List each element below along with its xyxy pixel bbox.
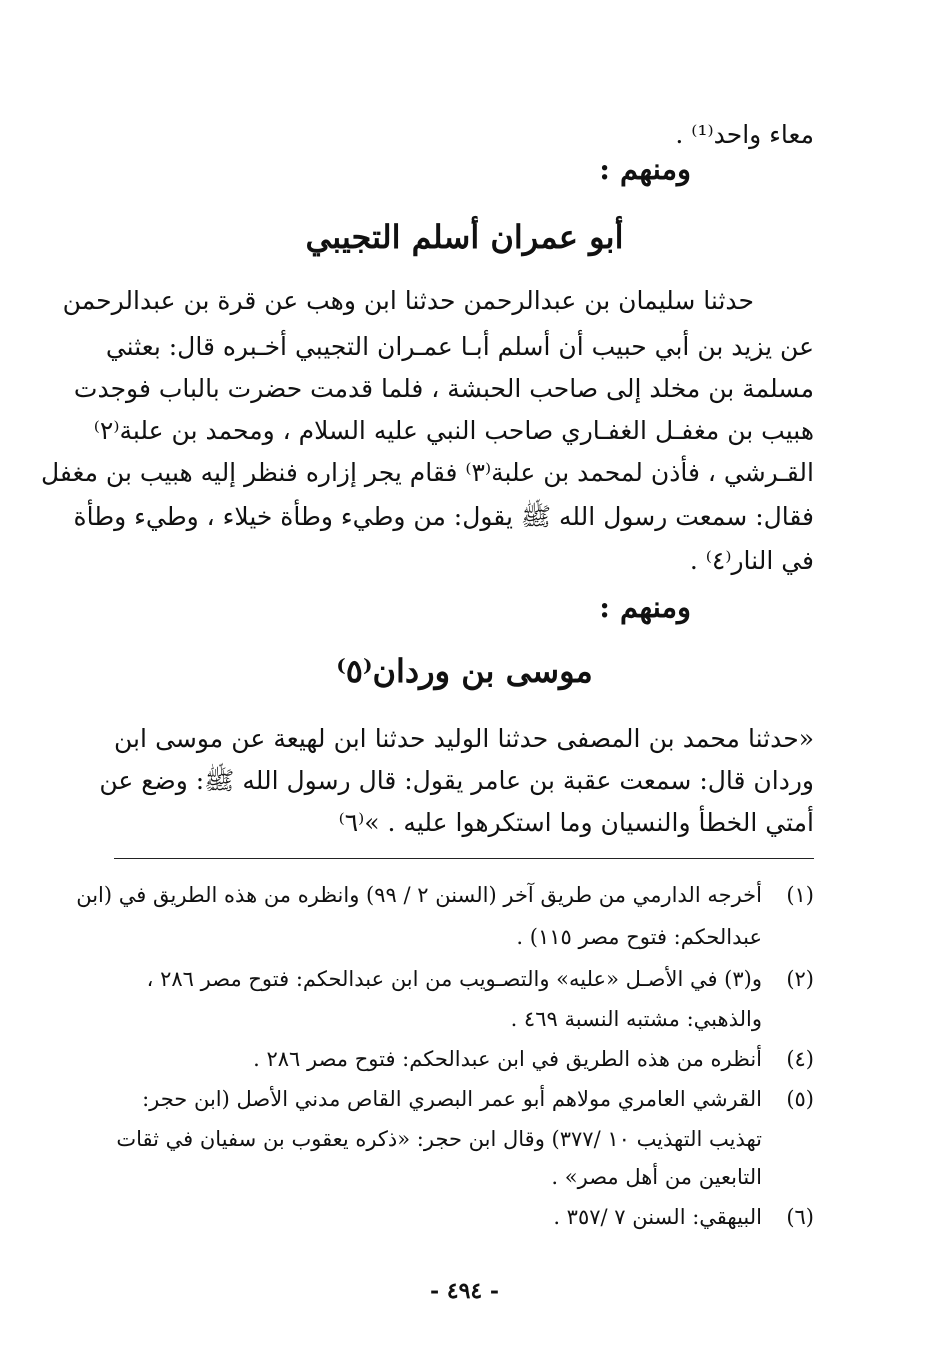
footnote-text: أنظره من هذه الطريق في ابن عبدالحكم: فتوح مصر ٢٨٦ . [253, 1047, 762, 1071]
footnote-text: و(٣) في الأصـل «عليه» والتصـويب من ابن عبدالحكم: فتوح مصر ٢٨٦ ، [146, 967, 762, 991]
footnote [114, 1084, 814, 1114]
section-label: ومنهم : [599, 590, 691, 624]
body-line: هبيب بن مغفـل الغفـاري صاحب النبي عليه السلام ، ومحمد بن علبة⁽٢⁾ [93, 416, 814, 445]
body-line: القـرشي ، فأذن لمحمد بن علبة⁽٣⁾ فقام يجر إزاره فنظر إليه هبيب بن مغفل [40, 458, 814, 487]
footnote [114, 1202, 814, 1232]
footnote-text: البيهقي: السنن ٧ /٣٥٧ . [553, 1205, 762, 1229]
footnote-number: (١) [786, 883, 814, 907]
page-number: - ٤٩٤ - [429, 1278, 500, 1304]
footnote-continuation: عبدالحكم: فتوح مصر ١١٥) . [516, 925, 762, 949]
footnote [114, 1044, 814, 1074]
footnote-number: (٤) [786, 1047, 814, 1071]
body-line: عن يزيد بن أبي حبيب أن أسلم أبـا عمـران التجيبي أخـبره قال: بعثني [105, 332, 814, 361]
footnote-text: أخرجه الدارمي من طريق آخر (السنن ٢ / ٩٩) وانظره من هذه الطريق في (ابن [76, 883, 762, 907]
section-title: موسى بن وردان⁽٥⁾ [336, 652, 593, 690]
footnote [76, 880, 814, 910]
footnote-text: القرشي العامري مولاهم أبو عمر البصري القاص مدني الأصل (ابن حجر: [142, 1087, 762, 1111]
section-title: أبو عمران أسلم التجيبي [305, 218, 624, 256]
body-line: في النار⁽٤⁾ . [689, 546, 814, 575]
body-line: «حدثنا محمد بن المصفى حدثنا الوليد حدثنا ابن لهيعة عن موسى ابن [114, 724, 814, 753]
footnote-number: (٥) [786, 1087, 814, 1111]
body-line: فقال: سمعت رسول الله ﷺ يقول: من وطيء وطأة خيلاء ، وطيء وطأة [73, 502, 814, 531]
body-line: حدثنا سليمان بن عبدالرحمن حدثنا ابن وهب عن قرة بن عبدالرحمن [62, 286, 754, 315]
footnote-continuation: التابعين من أهل مصر» . [551, 1165, 762, 1189]
footnote-divider [114, 858, 814, 859]
footnote-continuation: تهذيب التهذيب ١٠ /٣٧٧) وقال ابن حجر: «ذكره يعقوب بن سفيان في ثقات [116, 1127, 762, 1151]
footnote-continuation: والذهبي: مشتبه النسبة ٤٦٩ . [510, 1007, 762, 1031]
footnote [114, 964, 814, 994]
body-line: مسلمة بن مخلد إلى صاحب الحبشة ، فلما قدمت حضرت بالباب فوجدت [73, 374, 814, 403]
body-line: وردان قال: سمعت عقبة بن عامر يقول: قال رسول الله ﷺ: وضع عن [99, 766, 814, 795]
footnote-number: (٢) [786, 967, 814, 991]
body-line: أمتي الخطأ والنسيان وما استكرهوا عليه . »⁽٦⁾ [338, 808, 814, 837]
footnote-number: (٦) [786, 1205, 814, 1229]
intro-line: معاء واحد⁽¹⁾ . [675, 120, 814, 149]
section-label: ومنهم : [599, 152, 691, 186]
